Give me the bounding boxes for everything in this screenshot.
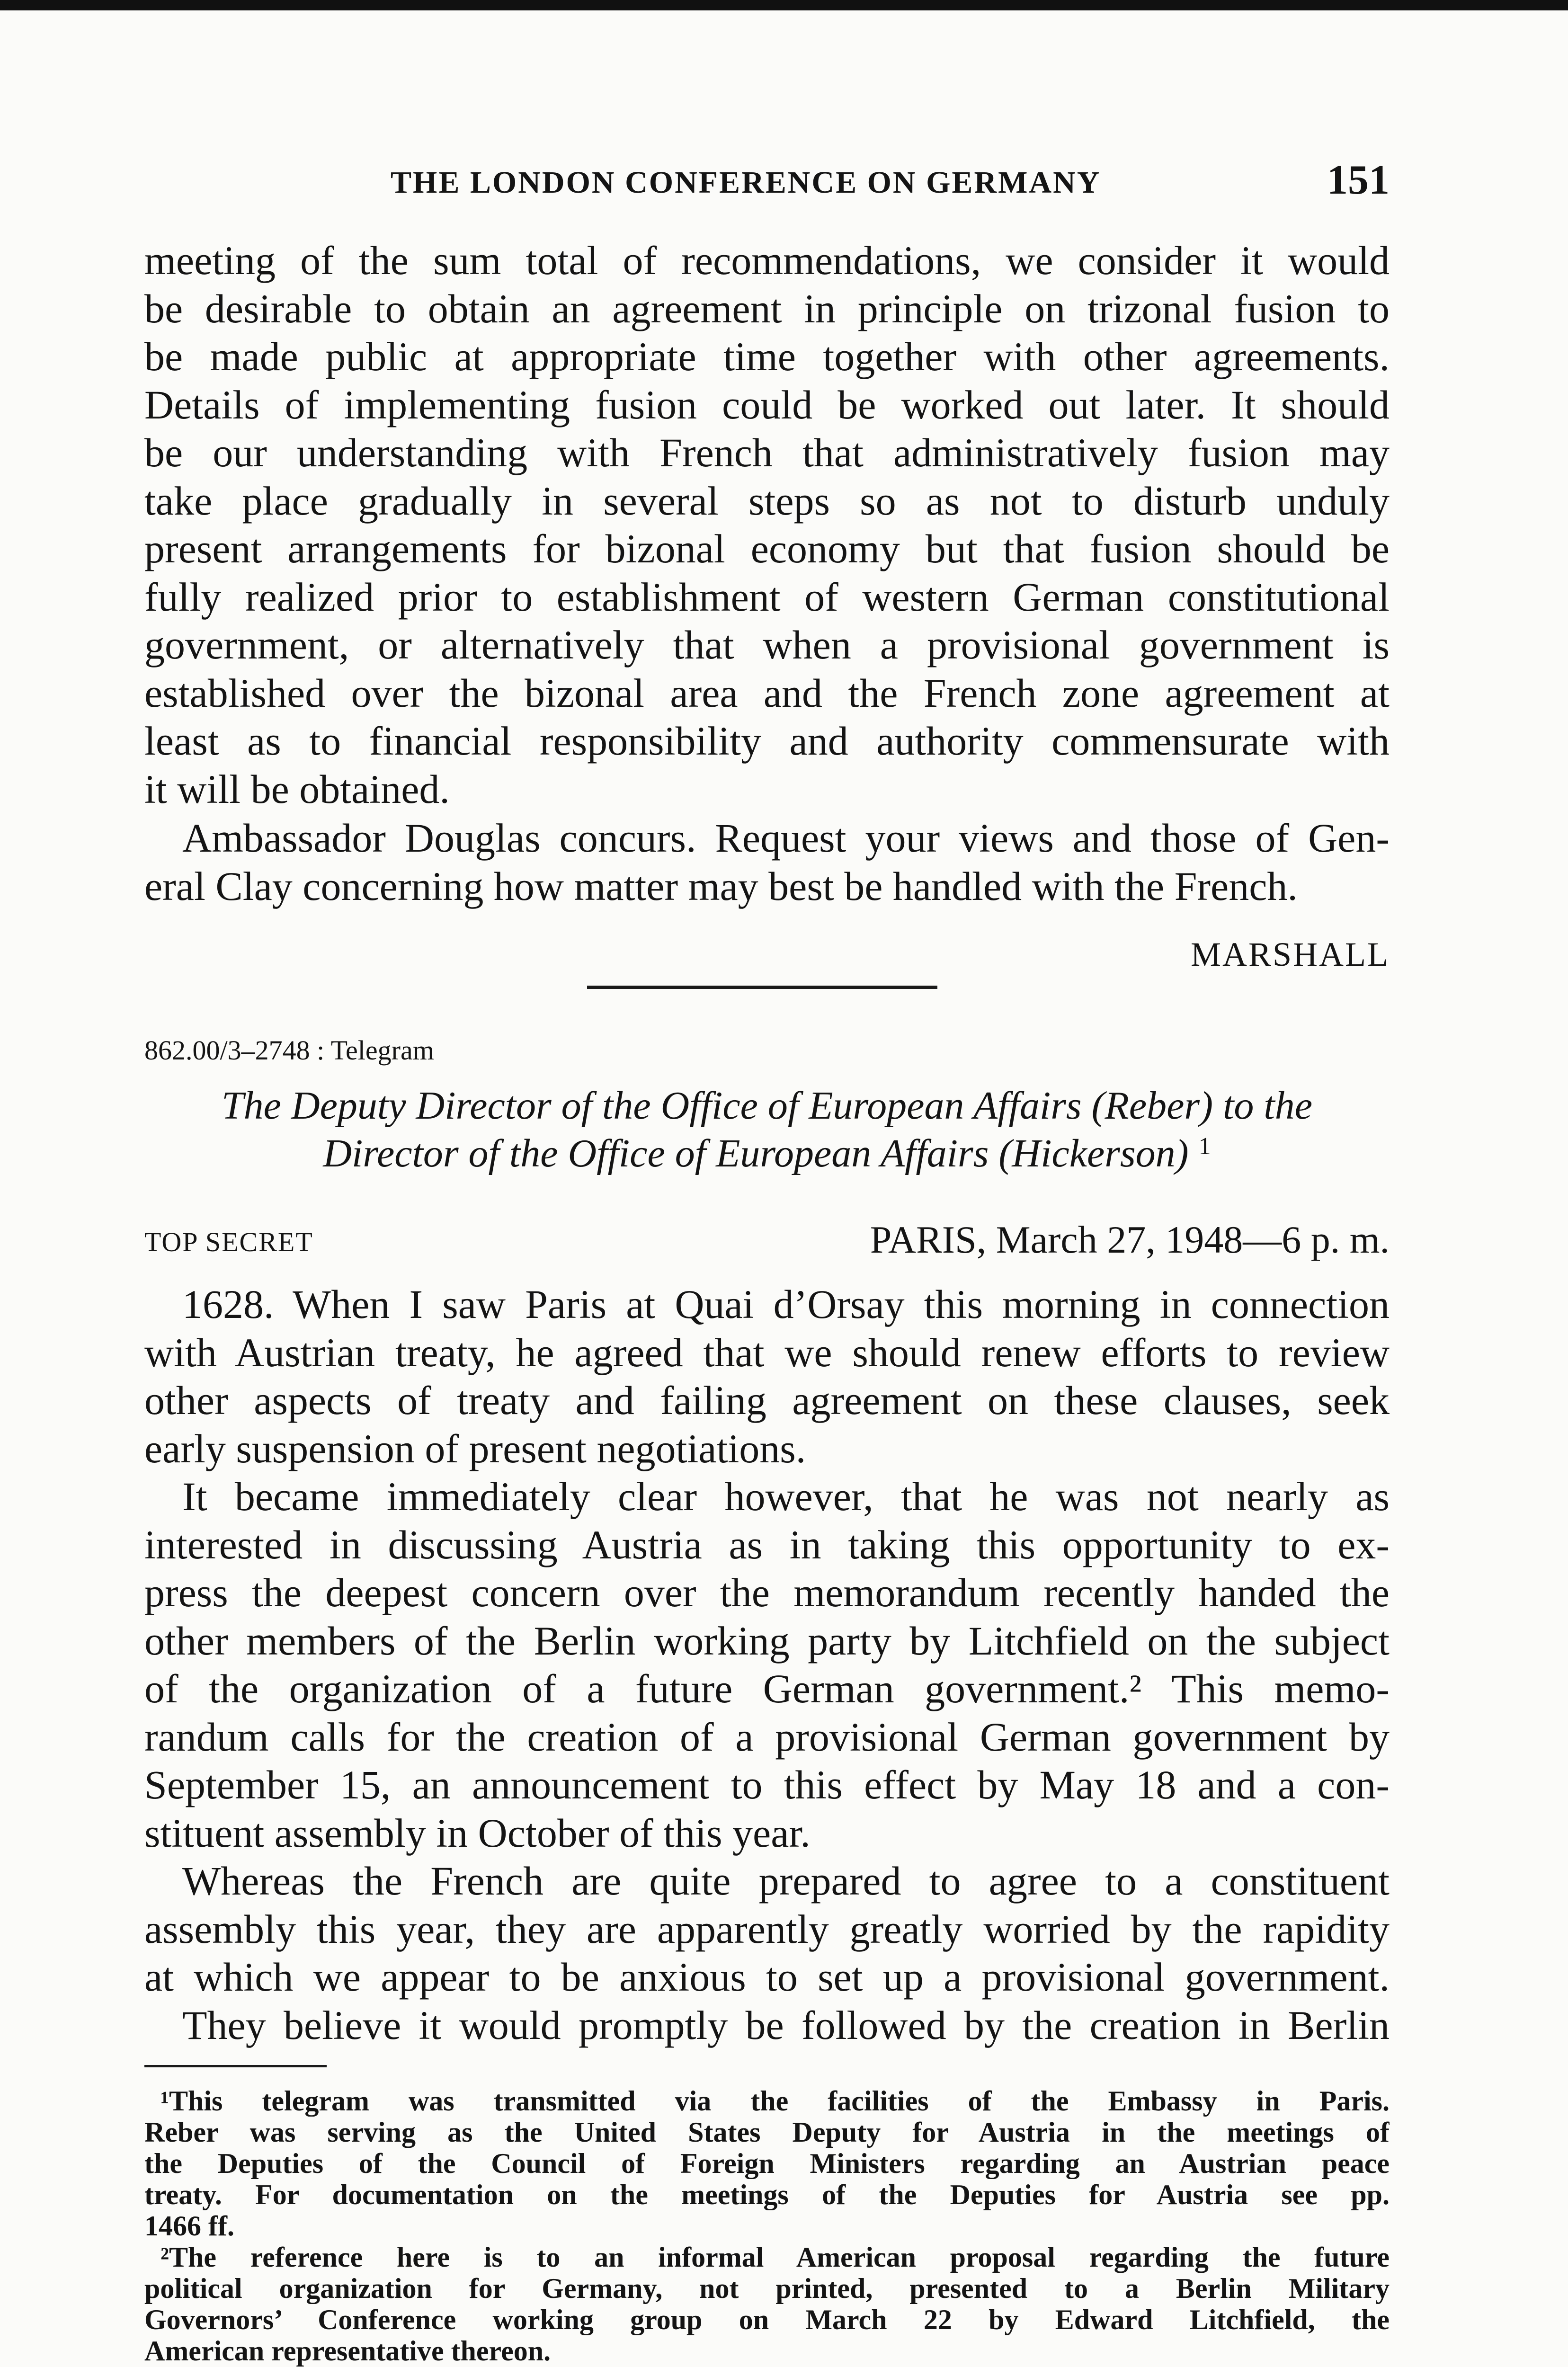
footnote-line: treaty. For documentation on the meetings of the Deputies for Austria see pp. — [144, 2179, 1390, 2210]
text-line: with Austrian treaty, he agreed that we should renew efforts to review — [144, 1329, 1390, 1375]
paragraph-french-position — [144, 1857, 1390, 2049]
text-line: They believe it would promptly be followed by the creation in Berlin — [182, 2002, 1390, 2048]
text-line: 1628. When I saw Paris at Quai d’Orsay this morning in connection — [182, 1281, 1390, 1327]
title-line-2: Director of the Office of European Affairs (Hickerson) — [323, 1131, 1189, 1175]
text-line: be made public at appropriate time together with other agreements. — [144, 334, 1390, 379]
footnote-rule — [144, 2065, 327, 2067]
footnote-line: ¹This telegram was transmitted via the facilities of the Embassy in Paris. — [160, 2085, 1390, 2117]
footnote-2 — [144, 2242, 1390, 2367]
document-title — [144, 1082, 1390, 1177]
classification-label: TOP SECRET — [144, 1227, 313, 1257]
text-line: stituent assembly in October of this year. — [144, 1810, 811, 1856]
text-line: interested in discussing Austria as in taking this opportunity to ex- — [144, 1522, 1390, 1567]
text-line: meeting of the sum total of recommendations, we consider it would — [144, 238, 1390, 283]
page-number: 151 — [1327, 157, 1390, 203]
text-line: established over the bizonal area and the French zone agreement at — [144, 670, 1390, 716]
signature: MARSHALL — [1190, 935, 1390, 973]
continued-paragraph — [144, 237, 1390, 813]
footnote-line: political organization for Germany, not printed, presented to a Berlin Military — [144, 2273, 1390, 2304]
footnote-line: the Deputies of the Council of Foreign Ministers regarding an Austrian peace — [144, 2148, 1390, 2179]
text-line: of the organization of a future German government.² This memo- — [144, 1666, 1390, 1711]
footnote-line: Reber was serving as the United States Deputy for Austria in the meetings of — [144, 2117, 1390, 2148]
text-line: press the deepest concern over the memorandum recently handed the — [144, 1570, 1390, 1615]
text-line: other aspects of treaty and failing agreement on these clauses, seek — [144, 1378, 1390, 1423]
text-line: take place gradually in several steps so as not to disturb unduly — [144, 478, 1390, 524]
text-line: assembly this year, they are apparently greatly worried by the rapidity — [144, 1906, 1390, 1952]
text-line: Details of implementing fusion could be worked out later. It should — [144, 382, 1390, 427]
text-line: at which we appear to be anxious to set up a provisional government. — [144, 1954, 1390, 2000]
text-line: other members of the Berlin working party by Litchfield on the subject — [144, 1618, 1390, 1664]
footnote-line: American representative thereon. — [144, 2335, 551, 2367]
text-line: eral Clay concerning how matter may best be handled with the French. — [144, 863, 1298, 909]
place-date-line: PARIS, March 27, 1948—6 p. m. — [870, 1218, 1390, 1261]
text-line: be our understanding with French that administratively fusion may — [144, 430, 1390, 475]
paragraph-concern — [144, 1473, 1390, 1857]
footnote-line: 1466 ff. — [144, 2210, 234, 2242]
running-title: THE LONDON CONFERENCE ON GERMANY — [391, 165, 1101, 200]
top-edge-rule — [0, 0, 1568, 10]
text-line: be desirable to obtain an agreement in principle on trizonal fusion to — [144, 285, 1390, 331]
text-line: least as to financial responsibility and authority commensurate with — [144, 718, 1390, 764]
footnote-line: ²The reference here is to an informal American proposal regarding the future — [160, 2242, 1390, 2273]
text-line: It became immediately clear however, that he was not nearly as — [182, 1474, 1390, 1519]
section-divider — [587, 986, 937, 989]
footnote-1 — [144, 2085, 1390, 2242]
footnotes — [144, 2085, 1390, 2367]
running-header — [144, 156, 1390, 213]
text-line: Whereas the French are quite prepared to agree to a constituent — [182, 1858, 1390, 1904]
text-line: Ambassador Douglas concurs. Request your views and those of Gen- — [182, 815, 1390, 861]
paragraph-1628 — [144, 1281, 1390, 1473]
text-line: government, or alternatively that when a provisional government is — [144, 622, 1390, 667]
text-line: present arrangements for bizonal economy but that fusion should be — [144, 526, 1390, 571]
concurrence-paragraph — [144, 814, 1390, 910]
footnote-reference: 1 — [1198, 1133, 1211, 1160]
footnote-line: Governors’ Conference working group on March 22 by Edward Litchfield, the — [144, 2304, 1390, 2335]
text-line: randum calls for the creation of a provisional German government by — [144, 1714, 1390, 1760]
title-line-1: The Deputy Director of the Office of European Affairs (Reber) to the — [221, 1084, 1313, 1128]
file-number: 862.00/3–2748 : Telegram — [144, 1035, 434, 1066]
text-line: fully realized prior to establishment of western German constitutional — [144, 574, 1390, 620]
text-line: early suspension of present negotiations. — [144, 1425, 806, 1471]
text-line: it will be obtained. — [144, 766, 450, 812]
text-line: September 15, an announcement to this effect by May 18 and a con- — [144, 1762, 1390, 1807]
